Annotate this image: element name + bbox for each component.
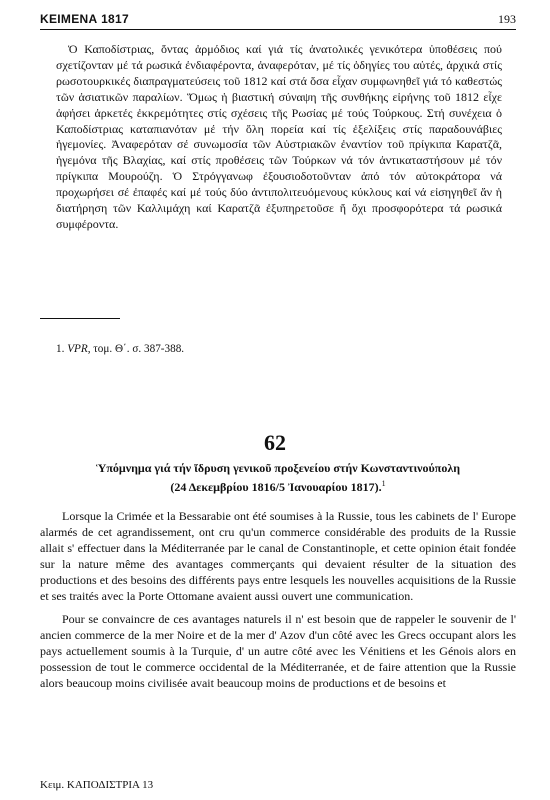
french-text	[40, 508, 516, 691]
footnote-reference: τομ. Θ΄. σ. 387-388.	[93, 343, 185, 355]
greek-commentary	[56, 42, 502, 233]
greek-paragraph: Ὁ Καποδίστριας, ὄντας ἁρμόδιος καί γιά τίς ἀνατολικές γενικότερα ὑποθέσεις πού σχετίζονταν μέ τά ρωσικά ἐνδιαφέροντα, ἀναφερόταν, μέ τίς ὁδηγίες του αὐτές, ἀρχικά στίς ρωσοτουρκικές διαπραγματεύσεις τοῦ 1812 καί στά ὅσα εἶχαν συμφωνηθεῖ γιά τό καθεστώς τῶν ἀσιατικῶν παραλίων. Ὅμως ἡ βιαστική σύναψη τῆς συνθήκης εἰρήνης τοῦ 1812 εἶχε ἀφήσει ἀρκετές ἐκκρεμότητες στίς σχέσεις τῆς Ρωσίας μέ τούς Τούρκους. Στή συνέχεια ὁ Καποδίστριας καταπιανόταν μέ τήν ὅλη πορεία καί τίς ἐξελίξεις στίς παραδουνάβιες ἡγεμονίες. Ἀναφερόταν σέ συνωμοσία τῶν Αὐστριακῶν ἐναντίον τοῦ πρίγκιπα Καρατζᾶ, ἡγεμόνα τῆς Βλαχίας, καί στίς προθέσεις τῶν Τούρκων νά τόν ἀντικαταστήσουν μέ τόν πρίγκιπα Μουρούζη. Ὁ Στρόγγανωφ ἐξουσιοδοτοῦνταν ἀπό τόν αὐτοκράτορα νά προχωρήσει σέ ἐπαφές καί μέ τούς δύο ἀντιπολιτευόμενους κύκλους καί νά εἰσηγηθεῖ ἄν ἡ διατήρηση τῶν Καλλιμάχη καί Καρατζᾶ ἐξυπηρετοῦσε ἤ ὄχι προσφορότερα τά ρωσικά συμφέροντα.	[56, 42, 502, 231]
document-number: 62	[264, 430, 286, 455]
footnote	[56, 343, 184, 355]
footnote-number: 1.	[56, 343, 65, 355]
document-title	[40, 460, 516, 495]
running-title: ΚΕΙΜΕΝΑ 1817	[40, 12, 129, 26]
page-header	[40, 12, 516, 30]
french-paragraph-2: Pour se convaincre de ces avantages naturels il n' est besoin que de rappeler le souvenir de l' ancien commerce de la mer Noire et de la mer d' Azov d'un côté avec les Grecs occupant alors les pays actuellement soumis à la Turquie, d' un autre côté avec les Vénitiens et les Génois alors en possession de tout le commerce occidental de la Méditerranée, et de faire attention que la Russie alors beaucoup moins civilisée avait beaucoup moins de productions et de besoins et	[40, 611, 516, 690]
footnote-marker: 1	[381, 479, 386, 488]
footnote-divider	[40, 318, 120, 319]
page-number: 193	[498, 12, 516, 26]
footnote-source: VPR,	[67, 343, 91, 355]
document-title-line2	[40, 476, 516, 495]
document-date: (24 Δεκεμβρίου 1816/5 Ἰανουαρίου 1817).	[170, 480, 382, 494]
french-paragraph-1: Lorsque la Crimée et la Bessarabie ont été soumises à la Russie, tous les cabinets de l' Europe alarmés de cet agrandissement, ont cru qu'un commerce considérable des produits de la Russie allait s' effectuer dans la Méditerranée par le canal de Constantinople, et cette opinion était fondée sur la nature même des avantages commerçants qui devaient résulter de la situation des productions et des besoins des différents pays entre lesquels les nouvelles acquisitions de la Russie et ses traités avec la Porte Ottomane avaient aussi ouvert une communication.	[40, 509, 516, 604]
page-footer-signature: Κειμ. ΚΑΠΟΔΙΣΤΡΙΑ 13	[40, 779, 154, 791]
document-title-line1: Ὑπόμνημα γιά τήν ἵδρυση γενικοῦ προξενείου στήν Κωνσταντινούπολη	[95, 461, 461, 475]
